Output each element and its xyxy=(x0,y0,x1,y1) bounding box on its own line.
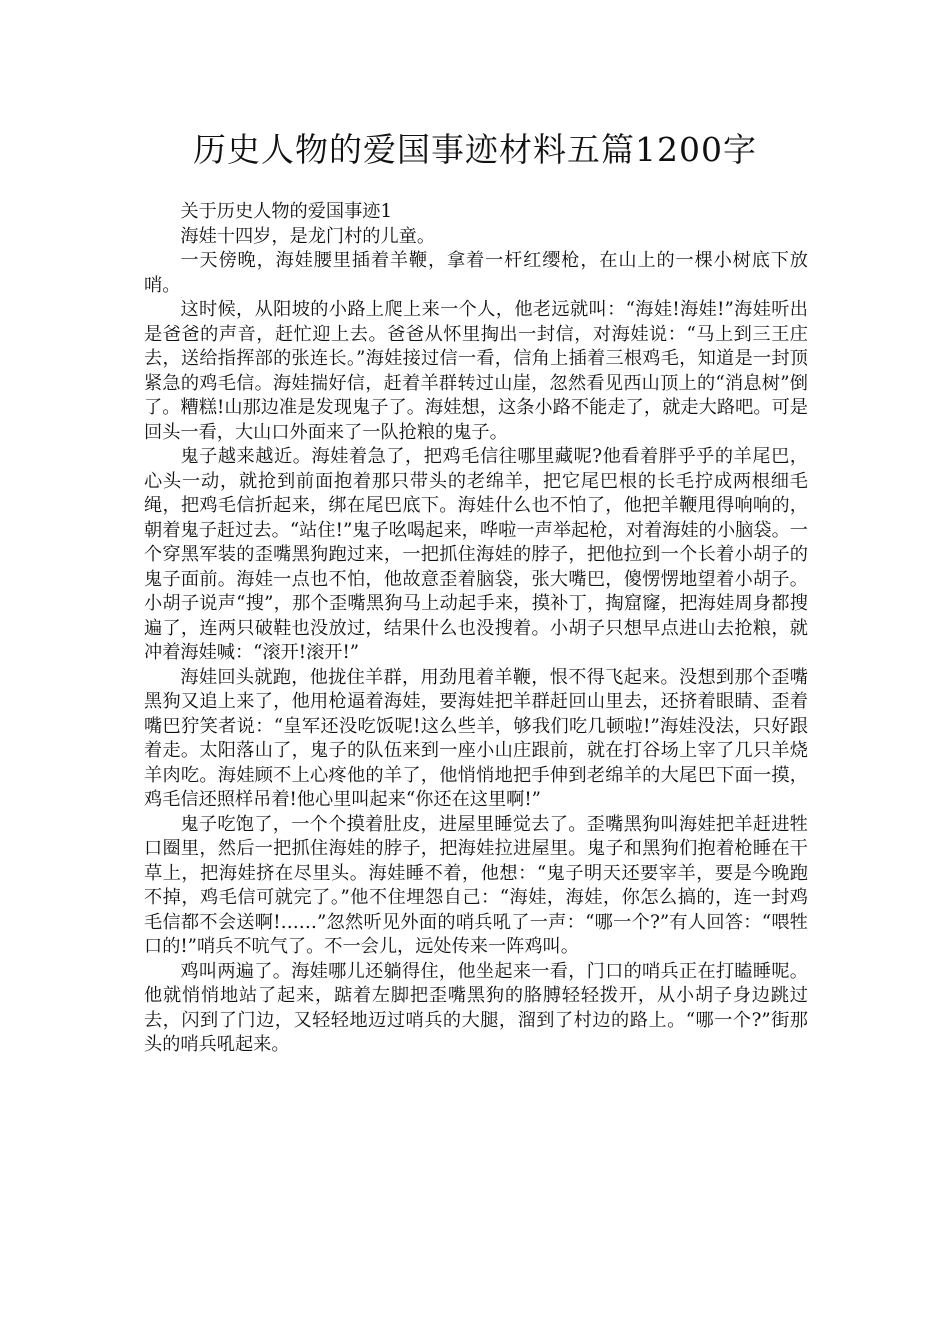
paragraph: 鸡叫两遍了。海娃哪儿还躺得住，他坐起来一看，门口的哨兵正在打瞌睡呢。他就悄悄地站了起来，踮着左脚把歪嘴黑狗的胳膊轻轻拨开，从小胡子身边跳过去，闪到了门边，又轻轻地迈过哨兵的大腿，溜到了村边的路上。“哪一个?”街那头的哨兵吼起来。 xyxy=(144,960,808,1055)
document-title: 历史人物的爱国事迹材料五篇1200字 xyxy=(193,130,757,169)
paragraph: 一天傍晚，海娃腰里插着羊鞭，拿着一杆红缨枪，在山上的一棵小树底下放哨。 xyxy=(144,250,808,296)
paragraph: 海娃十四岁，是龙门村的儿童。 xyxy=(180,225,436,247)
paragraph: 鬼子吃饱了，一个个摸着肚皮，进屋里睡觉去了。歪嘴黑狗叫海娃把羊赶进牲口圈里，然后一把抓住海娃的脖子，把海娃拉进屋里。鬼子和黑狗们抱着枪睡在干草上，把海娃挤在尽里头。海娃睡不着，他想：“鬼子明天还要宰羊，要是今晚跑不掉，鸡毛信可就完了。”他不住埋怨自己：“海娃，海娃，你怎么搞的，连一封鸡毛信都不会送啊!……”忽然听见外面的哨兵吼了一声：“哪一个?”有人回答：“喂牲口的!”哨兵不吭气了。不一会儿，远处传来一阵鸡叫。 xyxy=(144,813,808,957)
paragraph: 这时候，从阳坡的小路上爬上来一个人，他老远就叫：“海娃!海娃!”海娃听出是爸爸的声音，赶忙迎上去。爸爸从怀里掏出一封信，对海娃说：“马上到三王庄去，送给指挥部的张连长。”海娃接过信一看，信角上插着三根鸡毛，知道是一封顶紧急的鸡毛信。海娃揣好信，赶着羊群转过山崖，忽然看见西山顶上的“消息树”倒了。糟糕!山那边准是发现鬼子了。海娃想，这条小路不能走了，就走大路吧。可是回头一看，大山口外面来了一队抢粮的鬼子。 xyxy=(144,299,808,443)
paragraph: 海娃回头就跑，他拢住羊群，用劲甩着羊鞭，恨不得飞起来。没想到那个歪嘴黑狗又追上来了，他用枪逼着海娃，要海娃把羊群赶回山里去，还挤着眼睛、歪着嘴巴狞笑者说：“皇军还没吃饭呢!这么些羊，够我们吃几顿啦!”海娃没法，只好跟着走。太阳落山了，鬼子的队伍来到一座小山庄跟前，就在打谷场上宰了几只羊烧羊肉吃。海娃顾不上心疼他的羊了，他悄悄地把手伸到老绵羊的大尾巴下面一摸，鸡毛信还照样吊着!他心里叫起来“你还在这里啊!” xyxy=(144,666,808,810)
document-body xyxy=(144,200,808,1058)
paragraph: 关于历史人物的爱国事迹1 xyxy=(180,201,393,222)
paragraph: 鬼子越来越近。海娃着急了，把鸡毛信往哪里藏呢?他看着胖乎乎的羊尾巴，心头一动，就抢到前面抱着那只带头的老绵羊，把它尾巴根的长毛拧成两根细毛绳，把鸡毛信折起来，绑在尾巴底下。海娃什么也不怕了，他把羊鞭甩得响响的，朝着鬼子赶过去。“站住!”鬼子吆喝起来，哗啦一声举起枪，对着海娃的小脑袋。一个穿黑军装的歪嘴黑狗跑过来，一把抓住海娃的脖子，把他拉到一个长着小胡子的鬼子面前。海娃一点也不怕，他故意歪着脑袋，张大嘴巴，傻愣愣地望着小胡子。小胡子说声“搜”，那个歪嘴黑狗马上动起手来，摸补丁，掏窟窿，把海娃周身都搜遍了，连两只破鞋也没放过，结果什么也没搜着。小胡子只想早点进山去抢粮，就冲着海娃喊：“滚开!滚开!” xyxy=(144,446,808,663)
